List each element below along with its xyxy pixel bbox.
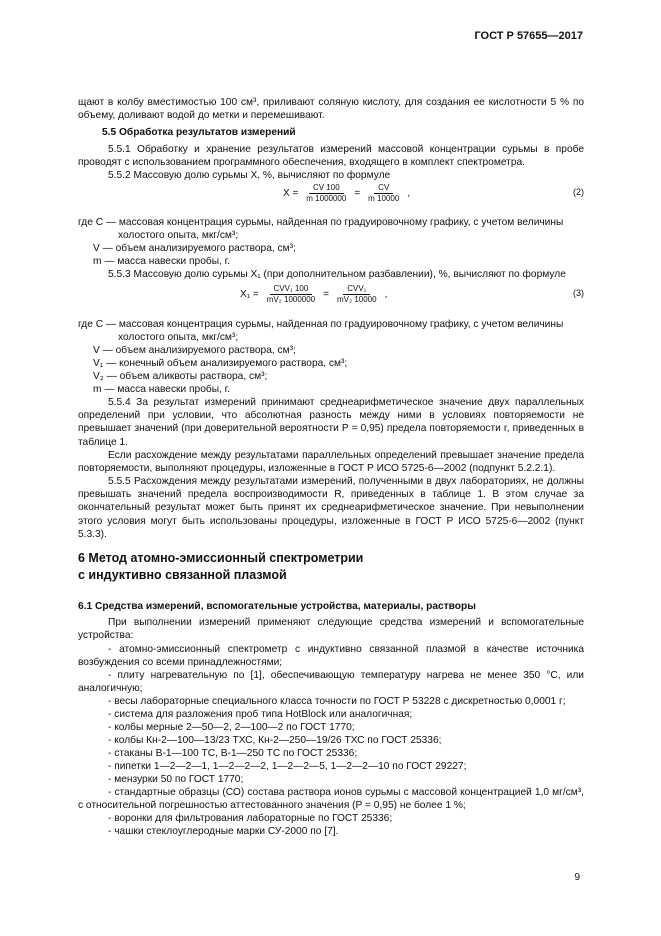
denominator: mV₂ 1000000 [266,295,316,304]
paragraph-5-5-5: 5.5.5 Расхождения между результатами измерений, полученными в двух лабораториях, не должны превышать значений предела воспроизводимости R, приведенных в таблице 1. В этом случае за окончательный результат может быть принят их среднеарифметическое значение. При невыполнении этого условия могут быть использованы процедуры, изложенные в ГОСТ Р ИСО 5725-6—2002 (пункт 5.3.3). [78,476,584,540]
equation-number: (3) [573,288,584,298]
where-line: m — масса навески пробы, г. [93,256,230,267]
numerator: CVV₁ 100 [270,284,313,295]
formula-lhs: X = [283,187,299,199]
formula-lhs: X₁ = [240,288,259,300]
paragraph-5-5-1: 5.5.1 Обработку и хранение результатов измерений массовой концентрации сурьмы в пробе проводят с использованием программного обеспечения, входящего в комплект спектрометра. [78,144,584,169]
list-item: - плиту нагревательную по [1], обеспечивающую температуру нагрева не менее 350 °С, или аналогичную; [78,670,584,695]
equals-sign: = [354,187,361,199]
fraction [333,284,381,305]
where-line: холостого опыта, мкг/см³; [118,230,239,241]
paragraph-5-5-4-continued: Если расхождение между результатами параллельных определений превышает значение предела повторяемости, выполняют процедуры, изложенные в ГОСТ Р ИСО 5725-6—2002 (подпункт 5.2.2.1). [78,450,584,475]
paragraph-5-5-4: 5.5.4 За результат измерений принимают среднеарифметическое значение двух параллельных определений при условии, что абсолютная разность между ними в условиях повторяемости не превышает значений (при доверительной вероятности P = 0,95) предела повторяемости r, приведенных в таблице 1. [78,397,584,448]
list-item: - колбы Кн-2—100—13/23 ТХС, Кн-2—250—19/26 ТХС по ГОСТ 25336; [108,735,442,746]
section-heading-6-1: 6.1 Средства измерений, вспомогательные устройства, материалы, растворы [78,601,476,612]
numerator: CV 100 [309,183,344,194]
page-number: 9 [574,872,580,883]
formula-tail: , [384,288,388,300]
paragraph-5-5-2: 5.5.2 Массовую долю сурьмы X, %, вычисляют по формуле [108,170,391,181]
paragraph-5-5-3: 5.5.3 Массовую долю сурьмы X₁ (при дополнительном разбавлении), %, вычисляют по формуле [108,269,566,280]
fraction [263,284,319,305]
where-line: m — масса навески пробы, г. [93,384,230,395]
list-item: - стандартные образцы (СО) состава раствора ионов сурьмы с массовой концентрацией 1,0 мг/см³, с относительной погрешностью аттестованного значения (P = 0,95) не более 1 %; [78,787,584,812]
numerator: CVV₁ [343,284,370,295]
list-item: - воронки для фильтрования лабораторные по ГОСТ 25336; [108,813,393,824]
where-line: V — объем анализируемого раствора, см³; [93,243,296,254]
where-line: где C — массовая концентрация сурьмы, найденная по градуировочному графику, с учетом величины [78,319,564,330]
list-item: - мензурки 50 по ГОСТ 1770; [108,774,244,785]
equation-number: (2) [573,187,584,197]
where-line: холостого опыта, мкг/см³; [118,332,239,343]
fraction [364,183,403,204]
denominator: m 10000 [368,194,400,203]
equals-sign: = [323,288,329,300]
formula-2 [78,181,584,213]
denominator: m 1000000 [306,194,347,203]
list-item: - весы лабораторные специального класса точности по ГОСТ Р 53228 с дискретностью 0,0001 г; [108,696,566,707]
denominator: mV₂ 10000 [337,295,377,304]
where-line: где C — массовая концентрация сурьмы, найденная по градуировочному графику, с учетом величины [78,217,564,228]
where-line: V₂ — объем аликвоты раствора, см³; [93,371,268,382]
formula-3 [78,282,584,314]
list-item: - система для разложения проб типа HotBlock или аналогичная; [108,709,413,720]
document-code: ГОСТ Р 57655—2017 [474,30,583,42]
formula-tail: , [407,187,411,199]
fraction [302,183,350,204]
list-item: - колбы мерные 2—50—2, 2—100—2 по ГОСТ 1770; [108,722,355,733]
where-line: V — объем анализируемого раствора, см³; [93,345,296,356]
where-line: V₁ — конечный объем анализируемого раствора, см³; [93,358,348,369]
list-item: - пипетки 1—2—2—1, 1—2—2—2, 1—2—2—5, 1—2—2—10 по ГОСТ 29227; [108,761,467,772]
paragraph-intro: При выполнении измерений применяют следующие средства измерений и вспомогательные устройства: [78,617,584,642]
list-item: - чашки стеклоуглеродные марки СУ-2000 по [7]. [108,826,339,837]
section-heading-6-line1: 6 Метод атомно-эмиссионный спектрометрии [78,551,364,565]
paragraph-continuation: щают в колбу вместимостью 100 см³, приливают соляную кислоту, для создания ее кислотности 5 % по объему, доливают водой до метки и перемешивают. [78,97,584,122]
list-item: - атомно-эмиссионный спектрометр с индуктивно связанной плазмой в качестве источника возбуждения со всеми принадлежностями; [78,644,584,669]
list-item: - стаканы В-1—100 ТС, В-1—250 ТС по ГОСТ 25336; [108,748,358,759]
numerator: CV [374,183,393,194]
section-heading-6-line2: с индуктивно связанной плазмой [78,568,287,582]
section-heading-5-5: 5.5 Обработка результатов измерений [102,127,296,138]
